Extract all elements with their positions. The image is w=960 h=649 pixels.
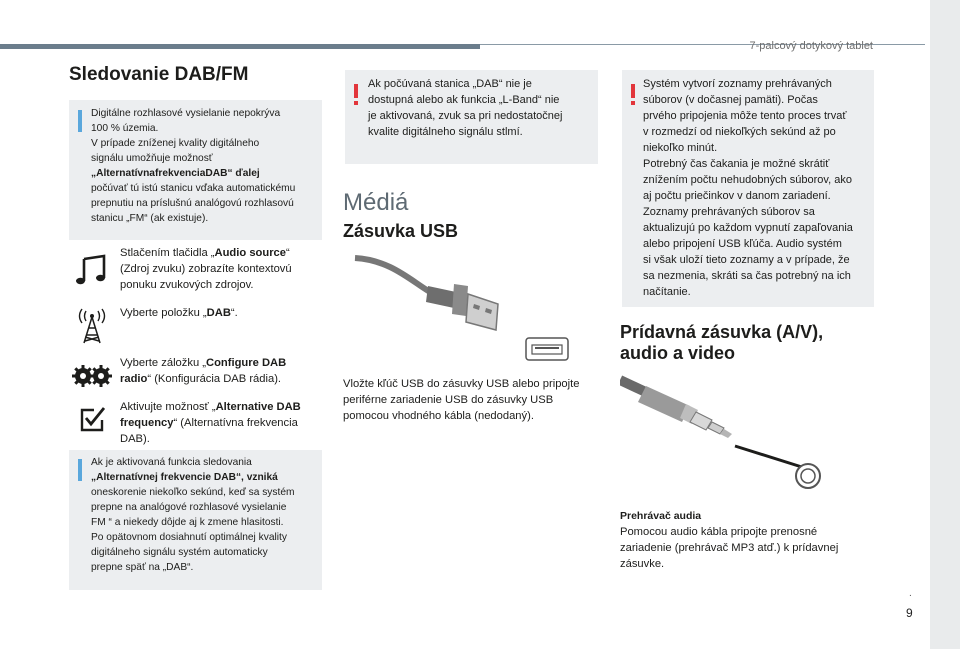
step-configure-dab: Vyberte záložku „Configure DAB radio“ (Konfigurácia DAB rádia). <box>120 357 287 385</box>
usb-illustration <box>350 250 575 365</box>
checkbox-icon <box>72 398 112 438</box>
step-alternative-frequency: Aktivujte možnosť „Alternative DAB frequency“ (Alternatívna frekvencia DAB). <box>120 401 301 445</box>
antenna-icon <box>72 307 112 347</box>
warning-text: Ak počúvaná stanica „DAB“ nie je dostupná alebo ak funkcia „L-Band“ nie je aktivovaná, zvuk sa pri nedostatočnej kvalite digitálneho signálu stlmí. <box>368 78 563 138</box>
info-icon <box>78 110 82 132</box>
usb-plug-icon <box>355 258 498 330</box>
info-box-dab <box>69 100 322 240</box>
step-select-dab: Vyberte položku „DAB“. <box>120 307 238 319</box>
music-note-icon <box>72 251 112 291</box>
info-box-text: Digitálne rozhlasové vysielanie nepokrýva 100 % územia. V prípade zníženej kvality digitálneho signálu umožňuje možnosť „AlternatívnafrekvenciaDAB“ ďalej počúvať tú istú stanicu vďaka automatickému prepnutiu na príslušnú analógovú rozhlasovú stanicu „FM“ (ak existuje). <box>91 108 296 224</box>
warning-box-signal <box>345 70 598 164</box>
jack-plug-icon <box>620 380 732 438</box>
gears-icon <box>72 356 112 396</box>
audio-player-subtitle: Prehrávač audia <box>620 510 702 522</box>
page-number: 9 <box>906 606 913 620</box>
usb-socket-icon <box>526 338 568 360</box>
step-audio-source: Stlačením tlačidla „Audio source“ (Zdroj zvuku) zobrazíte kontextovú ponuku zvukových zdrojov. <box>120 247 292 291</box>
side-margin-bar <box>930 0 960 649</box>
warning-text: Systém vytvorí zoznamy prehrávaných súborov (v dočasnej pamäti). Počas prvého pripojenia môže tento proces trvať v rozmedzí od niekoľkých sekúnd až po niekoľko minút. Potrebný čas čakania je možné skrátiť znížením počtu nehudobných súborov, ako aj počtu priečinkov v danom zariadení. Zoznamy prehrávaných súborov sa aktualizujú po každom vypnutí zapaľovania alebo pripojení USB kľúča. Audio systém si však uloží tieto zoznamy a v prípade, že sa nezmenia, skráti sa čas potrebný na ich načítanie. <box>643 78 853 298</box>
audio-player-description: Pomocou audio kábla pripojte prenosné zariadenie (prehrávač MP3 atď.) k prídavnej zásuvke. <box>620 526 839 570</box>
warning-box-playlists <box>622 70 874 307</box>
info-box-alternative <box>69 450 322 590</box>
section-title: Sledovanie DAB/FM <box>69 64 249 85</box>
info-box-text: Ak je aktivovaná funkcia sledovania „Alternatívnej frekvencie DAB“, vzniká oneskorenie niekoľko sekúnd, keď sa systém prepne na analógové rozhlasové vysielanie FM “ a niekedy dôjde aj k zmene hlasitosti. Po opätovnom dosiahnutí optimálnej kvality digitálneho signálu systém automaticky prepne späť na „DAB“. <box>91 457 295 573</box>
usb-title: Zásuvka USB <box>343 221 459 241</box>
aux-title: Prídavná zásuvka (A/V), audio a video <box>620 322 824 363</box>
jack-socket-icon <box>796 464 820 488</box>
warning-icon <box>354 84 358 98</box>
info-icon <box>78 459 82 481</box>
usb-description: Vložte kľúč USB do zásuvky USB alebo pripojte periférne zariadenie USB do zásuvky USB pomocou vhodného kábla (nedodaný). <box>343 378 580 422</box>
warning-icon <box>631 84 635 98</box>
page-marker: . <box>909 588 913 599</box>
media-title: Médiá <box>343 189 409 216</box>
header-title: 7-palcový dotykový tablet <box>749 40 873 52</box>
jack-illustration <box>620 372 825 492</box>
